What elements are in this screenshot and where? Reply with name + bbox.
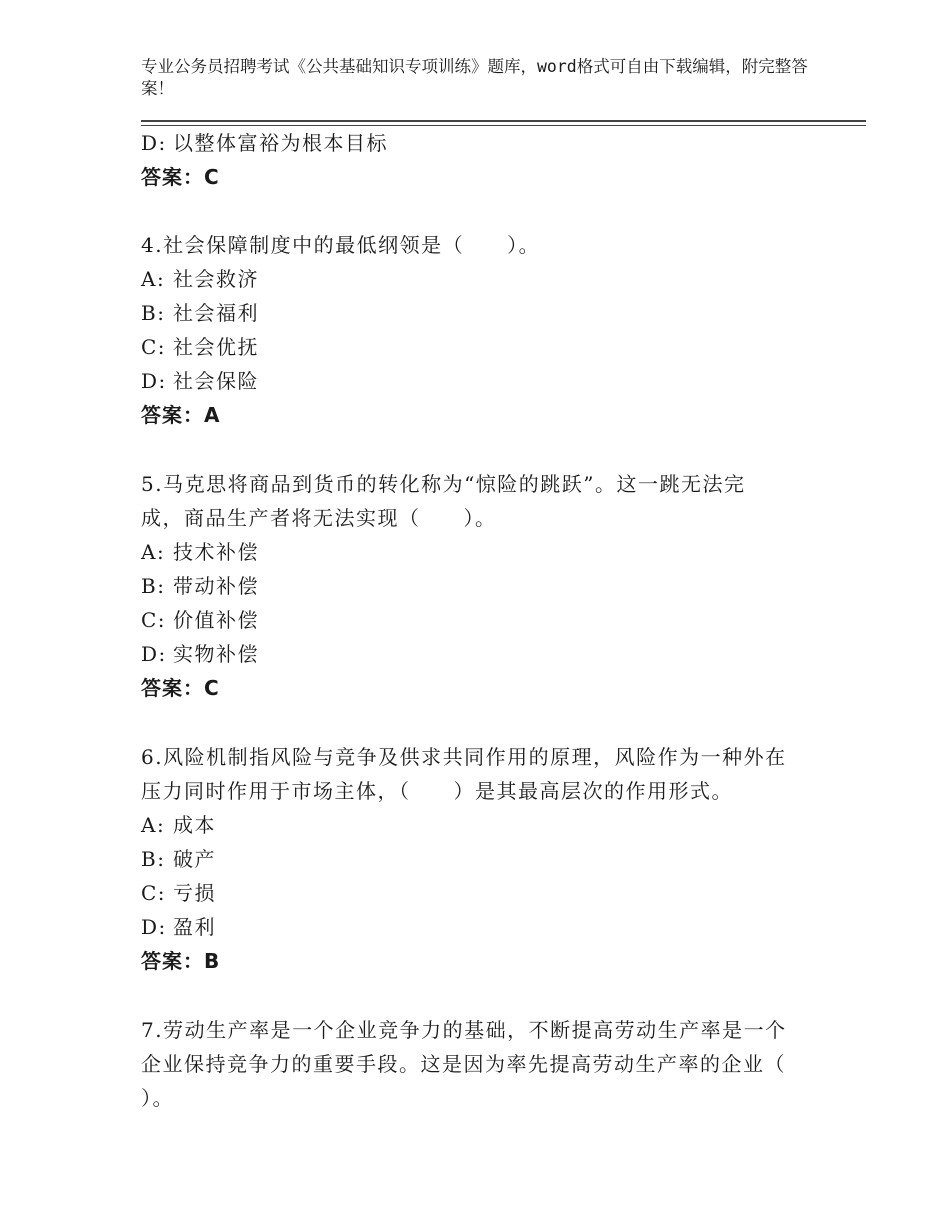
option-text: 带动补偿 <box>173 574 259 598</box>
option-key: C: <box>141 881 167 905</box>
question-4-answer: 答案：A <box>141 403 221 427</box>
question-4-option-a <box>141 262 259 296</box>
question-6-option-c <box>141 876 216 910</box>
option-text: 实物补偿 <box>173 642 259 666</box>
option-text: 技术补偿 <box>173 540 259 564</box>
option-key: C: <box>141 608 167 632</box>
option-key: B: <box>141 574 166 598</box>
option-text: 社会保险 <box>173 369 259 393</box>
option-text: 破产 <box>173 847 216 871</box>
answer: 答案：C <box>141 165 220 189</box>
header-text: 专业公务员招聘考试《公共基础知识专项训练》题库，word格式可自由下载编辑，附完整答案！ <box>141 57 808 98</box>
question-7-stem-line-2: 企业保持竞争力的重要手段。这是因为率先提高劳动生产率的企业（ <box>141 1052 786 1076</box>
question-5-option-a <box>141 535 259 569</box>
question-6-option-b <box>141 842 216 876</box>
option-text: 亏损 <box>173 881 216 905</box>
question-6-option-a <box>141 808 216 842</box>
option-key: D: <box>141 131 167 155</box>
option-text: 以整体富裕为根本目标 <box>173 131 388 155</box>
option-key: D: <box>141 915 167 939</box>
option-key: B: <box>141 301 166 325</box>
question-5-stem-line-2: 成，商品生产者将无法实现（ ）。 <box>141 506 497 530</box>
option-text: 社会优抚 <box>173 335 259 359</box>
question-5-option-d <box>141 637 259 671</box>
option-key: A: <box>141 540 166 564</box>
option-text: 盈利 <box>173 915 216 939</box>
option-d <box>141 126 388 160</box>
question-6-stem-line-1: 6.风险机制指风险与竞争及供求共同作用的原理，风险作为一种外在 <box>141 745 787 769</box>
question-5-option-b <box>141 569 259 603</box>
question-5-stem-line-1: 5.马克思将商品到货币的转化称为“惊险的跳跃”。这一跳无法完 <box>141 472 746 496</box>
header-divider-thick <box>141 120 866 122</box>
option-text: 成本 <box>173 813 216 837</box>
option-text: 价值补偿 <box>173 608 259 632</box>
question-6-stem-line-2: 压力同时作用于市场主体，（ ）是其最高层次的作用形式。 <box>141 779 733 803</box>
question-6-option-d <box>141 910 216 944</box>
question-5-answer: 答案：C <box>141 676 220 700</box>
option-key: A: <box>141 267 166 291</box>
question-7-stem-line-3: ）。 <box>141 1086 174 1110</box>
option-key: D: <box>141 642 167 666</box>
question-7-stem-line-1: 7.劳动生产率是一个企业竞争力的基础，不断提高劳动生产率是一个 <box>141 1018 787 1042</box>
option-key: A: <box>141 813 166 837</box>
option-key: C: <box>141 335 167 359</box>
question-5-option-c <box>141 603 259 637</box>
question-4-stem-line-1: 4.社会保障制度中的最低纲领是（ ）。 <box>141 233 541 257</box>
page-header <box>141 56 821 100</box>
option-text: 社会福利 <box>173 301 259 325</box>
question-4-option-b <box>141 296 259 330</box>
option-text: 社会救济 <box>173 267 259 291</box>
option-key: D: <box>141 369 167 393</box>
option-key: B: <box>141 847 166 871</box>
question-6-answer: 答案：B <box>141 949 221 973</box>
question-4-option-c <box>141 330 259 364</box>
question-4-option-d <box>141 364 259 398</box>
